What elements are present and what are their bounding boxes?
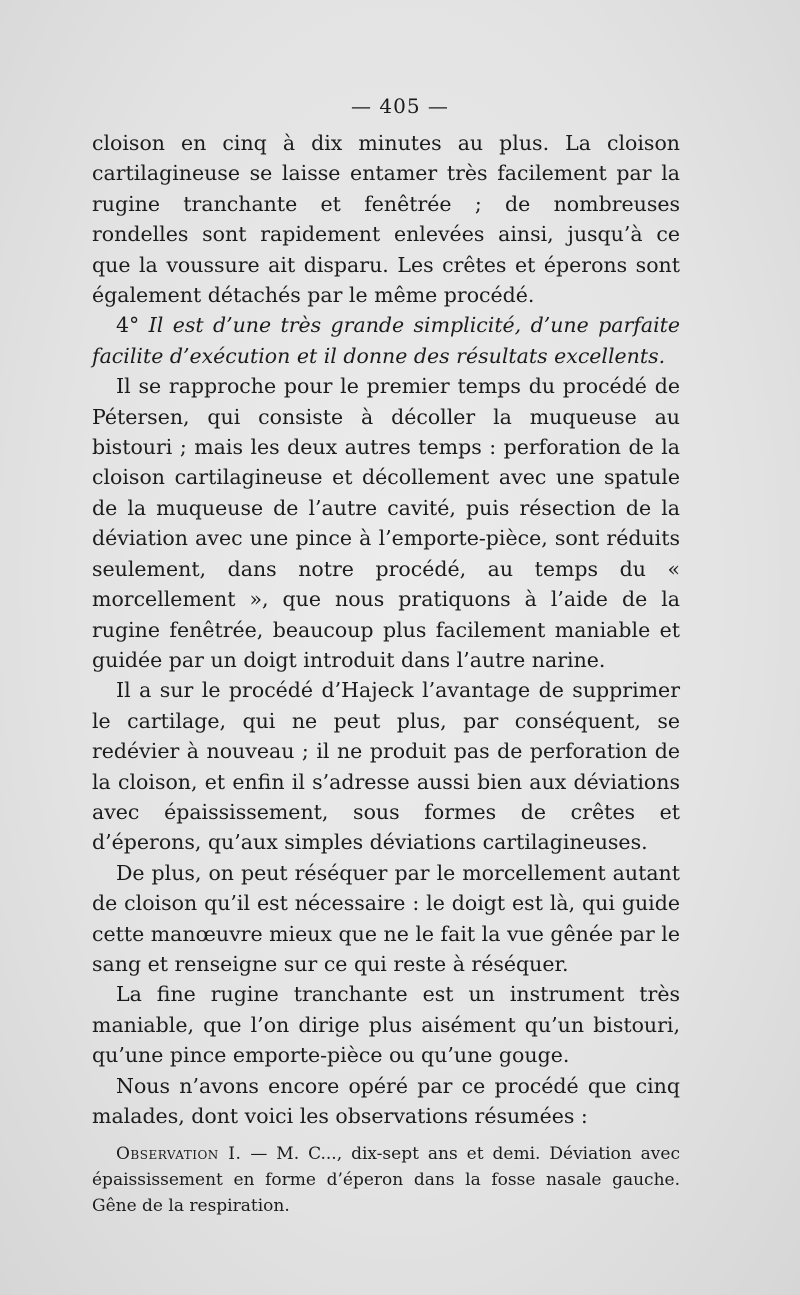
- body-text: [92, 128, 680, 1219]
- paragraph-cases-intro: Nous n’avons encore opéré par ce procédé que cinq malades, dont voici les observations résumées :: [92, 1073, 680, 1128]
- point-number: 4°: [116, 313, 140, 338]
- observation-paragraph: [92, 1141, 680, 1219]
- observation-text: — M. C..., dix-sept ans et demi. Déviation avec épaississement en forme d’éperon dans la fosse nasale gauche. Gêne de la respiration.: [92, 1144, 680, 1217]
- observation-label: Observation I.: [116, 1144, 242, 1165]
- paragraph-petersen-comparison: Il se rapproche pour le premier temps du procédé de Pétersen, qui consiste à décoller la muqueuse au bistouri ; mais les deux autres temps : perforation de la cloison cartilagineuse et décollement avec une spatule de la muqueuse de l’autre cavité, puis résection de la déviation avec une pince à l’emporte-pièce, sont réduits seulement, dans notre procédé, au temps du « morcellement », que nous pratiquons à l’aide de la rugine fenêtrée, beaucoup plus facilement maniable et guidée par un doigt introduit dans l’autre narine.: [92, 374, 680, 672]
- point-4-text: Il est d’une très grande simplicité, d’une parfaite facilite d’exécution et il donne des résultats excellents.: [92, 313, 680, 368]
- paragraph-continuation: cloison en cinq à dix minutes au plus. La cloison cartilagineuse se laisse entamer très facilement par la rugine tranchante et fenêtrée ; de nombreuses rondelles sont rapidement enlevées ainsi, jusqu’à ce que la voussure ait disparu. Les crêtes et éperons sont également détachés par le même procédé.: [92, 131, 680, 308]
- page-number: — 405 —: [351, 94, 449, 118]
- paragraph-morcellement: De plus, on peut réséquer par le morcellement autant de cloison qu’il est nécessaire : le doigt est là, qui guide cette manœuvre mieux que ne le fait la vue gênée par le sang et renseigne sur ce qui reste à réséquer.: [92, 860, 680, 976]
- paragraph-hajeck-comparison: Il a sur le procédé d’Hajeck l’avantage de supprimer le cartilage, qui ne peut plus, par conséquent, se redévier à nouveau ; il ne produit pas de perforation de la cloison, et enfin il s’adresse aussi bien aux déviations avec épaississement, sous formes de crêtes et d’éperons, qu’aux simples déviations cartilagineuses.: [92, 678, 680, 855]
- paragraph-rugine: La fine rugine tranchante est un instrument très maniable, que l’on dirige plus aisément qu’un bistouri, qu’une pince emporte-pièce ou qu’une gouge.: [92, 982, 680, 1068]
- paragraph-point-4: [92, 310, 680, 371]
